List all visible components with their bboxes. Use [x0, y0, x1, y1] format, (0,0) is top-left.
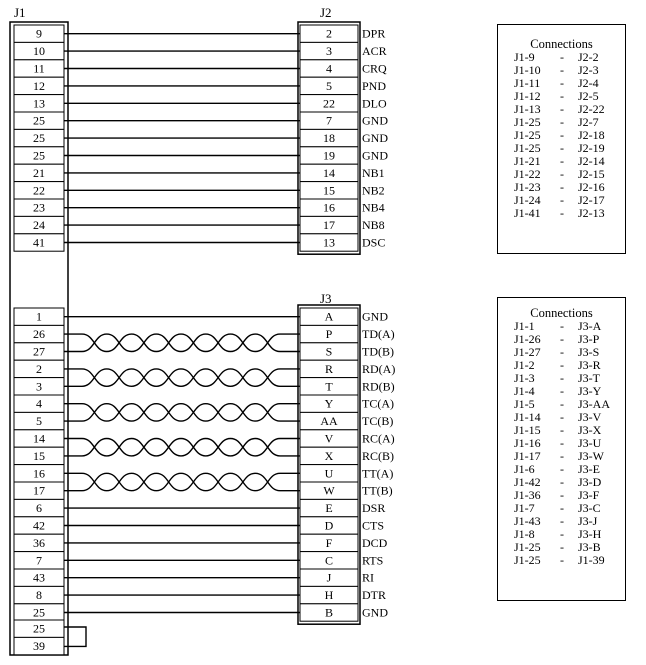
connection-to: J3-AA [578, 397, 610, 411]
signal-label: NB1 [362, 165, 385, 180]
j1-pin-number: 23 [33, 200, 45, 215]
connection-to: J3-D [578, 475, 602, 489]
j3-pin-number: Y [324, 396, 334, 411]
j1-pin-number: 14 [33, 431, 45, 446]
j3-pin-number: A [324, 309, 334, 324]
j1-pin-number: 25 [33, 148, 45, 163]
connection-to: J2-17 [578, 193, 605, 207]
connection-separator: - [560, 50, 564, 64]
j3-pin-number: E [325, 501, 333, 516]
j1-pin-number: 7 [36, 553, 42, 568]
connection-from: J1-5 [514, 397, 535, 411]
j1-pin-number: 3 [36, 379, 42, 394]
j1-pin-number: 2 [36, 361, 42, 376]
connection-from: J1-15 [514, 423, 541, 437]
j2-pin-number: 17 [323, 218, 335, 233]
connection-to: J1-39 [578, 553, 605, 567]
signal-label: TC(A) [362, 396, 394, 411]
j2-pin-number: 3 [326, 44, 332, 59]
connection-separator: - [560, 501, 564, 515]
connection-from: J1-25 [514, 540, 541, 554]
signal-label: ACR [362, 44, 387, 59]
connection-to: J2-3 [578, 63, 599, 77]
j2-pin-number: 13 [323, 235, 335, 250]
connection-from: J1-14 [514, 410, 541, 424]
j3-pin-number: V [324, 431, 334, 446]
connection-separator: - [560, 397, 564, 411]
j2-pin-number: 19 [323, 148, 335, 163]
connection-to: J3-X [578, 423, 602, 437]
top-connections-title: Connections [530, 37, 593, 51]
bottom-connections-list [498, 320, 625, 567]
signal-label: RI [362, 570, 374, 585]
connection-separator: - [560, 514, 564, 528]
signal-label: DCD [362, 535, 388, 550]
connection-from: J1-36 [514, 488, 541, 502]
connection-separator: - [560, 63, 564, 77]
connection-to: J3-Y [578, 384, 602, 398]
connection-separator: - [560, 384, 564, 398]
signal-label: TC(B) [362, 414, 394, 429]
connection-separator: - [560, 436, 564, 450]
connection-from: J1-3 [514, 371, 535, 385]
connection-separator: - [560, 193, 564, 207]
top-connections-box [497, 24, 626, 254]
loopback-pins [14, 620, 86, 655]
j1-loop-pin-number: 25 [33, 621, 45, 636]
connection-separator: - [560, 488, 564, 502]
j3-pin-number: S [325, 344, 333, 359]
j1-pin-number: 11 [33, 61, 45, 76]
j1-pin-number: 22 [33, 183, 45, 198]
connection-from: J1-21 [514, 154, 541, 168]
j1-pin-number: 17 [33, 483, 45, 498]
j1-pin-number: 27 [33, 344, 45, 359]
j2-pin-number: 16 [323, 200, 335, 215]
j2-pin-number: 7 [326, 113, 332, 128]
j1-pin-number: 24 [33, 218, 45, 233]
j2-pin-number: 15 [323, 183, 335, 198]
connection-from: J1-2 [514, 358, 535, 372]
connection-to: J2-4 [578, 76, 599, 90]
connection-from: J1-6 [514, 462, 535, 476]
j1-pin-number: 25 [33, 605, 45, 620]
signal-label: GND [362, 309, 388, 324]
connection-to: J3-A [578, 319, 602, 333]
connection-to: J3-H [578, 527, 602, 541]
connection-to: J2-22 [578, 102, 605, 116]
connection-from: J1-22 [514, 167, 541, 181]
signal-label: TT(A) [362, 466, 394, 481]
connection-from: J1-25 [514, 115, 541, 129]
j1-pin-number: 25 [33, 113, 45, 128]
connection-separator: - [560, 102, 564, 116]
bottom-harness [14, 305, 395, 624]
top-harness [14, 22, 388, 254]
j1-pin-number: 4 [36, 396, 42, 411]
connection-from: J1-8 [514, 527, 535, 541]
connection-separator: - [560, 462, 564, 476]
connection-to: J3-R [578, 358, 601, 372]
connection-from: J1-42 [514, 475, 541, 489]
j3-pin-number: T [325, 379, 333, 394]
signal-label: CTS [362, 518, 385, 533]
connection-separator: - [560, 449, 564, 463]
connection-to: J2-2 [578, 50, 599, 64]
connection-separator: - [560, 332, 564, 346]
signal-label: NB8 [362, 218, 385, 233]
signal-label: DLO [362, 96, 387, 111]
j1-pin-number: 13 [33, 96, 45, 111]
j1-pin-number: 8 [36, 588, 42, 603]
connection-to: J3-U [578, 436, 602, 450]
signal-label: GND [362, 148, 388, 163]
connection-to: J2-14 [578, 154, 605, 168]
signal-label: TT(B) [362, 483, 393, 498]
signal-label: RC(A) [362, 431, 395, 446]
bottom-connections-title: Connections [530, 306, 593, 320]
j2-pin-number: 18 [323, 131, 335, 146]
connection-to: J2-19 [578, 141, 605, 155]
connection-to: J3-B [578, 540, 601, 554]
connection-from: J1-27 [514, 345, 541, 359]
signal-label: TD(A) [362, 327, 395, 342]
connection-to: J2-13 [578, 206, 605, 220]
j1-pin-number: 16 [33, 466, 45, 481]
j1-pin-number: 1 [36, 309, 42, 324]
connection-from: J1-11 [514, 76, 541, 90]
j2-pin-number: 4 [326, 61, 332, 76]
connection-separator: - [560, 154, 564, 168]
connection-to: J3-E [578, 462, 600, 476]
connection-to: J3-V [578, 410, 602, 424]
connection-to: J3-W [578, 449, 604, 463]
connection-separator: - [560, 358, 564, 372]
connection-to: J3-C [578, 501, 601, 515]
signal-label: TD(B) [362, 344, 394, 359]
j3-pin-number: AA [320, 414, 338, 429]
connection-separator: - [560, 89, 564, 103]
signal-label: CRQ [362, 61, 387, 76]
bottom-connections-box [497, 297, 626, 601]
connection-separator: - [560, 76, 564, 90]
j3-pin-number: D [324, 518, 334, 533]
j1-pin-number: 12 [33, 78, 45, 93]
signal-label: PND [362, 78, 387, 93]
j1-pin-number: 21 [33, 165, 45, 180]
j1-pin-number: 41 [33, 235, 45, 250]
connection-from: J1-1 [514, 319, 535, 333]
j1-pin-number: 26 [33, 327, 45, 342]
connection-to: J3-P [578, 332, 600, 346]
j3-pin-number: X [324, 448, 334, 463]
connection-from: J1-12 [514, 89, 541, 103]
connection-separator: - [560, 115, 564, 129]
connection-to: J2-16 [578, 180, 605, 194]
j2-pin-number: 2 [326, 26, 332, 41]
signal-label: GND [362, 131, 388, 146]
connection-from: J1-17 [514, 449, 541, 463]
connection-row [514, 207, 625, 220]
connection-from: J1-25 [514, 553, 541, 567]
connection-from: J1-23 [514, 180, 541, 194]
signal-label: DSR [362, 501, 386, 516]
connection-separator: - [560, 141, 564, 155]
signal-label: NB2 [362, 183, 385, 198]
signal-label: GND [362, 605, 388, 620]
connection-to: J2-5 [578, 89, 599, 103]
top-connections-list [498, 51, 625, 220]
signal-label: RTS [362, 553, 384, 568]
connection-separator: - [560, 206, 564, 220]
connection-separator: - [560, 371, 564, 385]
j1-pin-number: 5 [36, 414, 42, 429]
connection-from: J1-4 [514, 384, 535, 398]
j2-pin-number: 14 [323, 165, 335, 180]
connection-from: J1-43 [514, 514, 541, 528]
j2-label: J2 [320, 5, 332, 20]
signal-label: GND [362, 113, 388, 128]
j1-pin-number: 10 [33, 44, 45, 59]
j1-label: J1 [14, 5, 26, 20]
connection-row [514, 554, 625, 567]
connection-to: J3-S [578, 345, 600, 359]
j3-pin-number: U [324, 466, 334, 481]
j2-pin-number: 5 [326, 78, 332, 93]
connection-separator: - [560, 553, 564, 567]
j3-pin-number: W [323, 483, 335, 498]
j1-pin-number: 36 [33, 535, 45, 550]
connection-separator: - [560, 410, 564, 424]
j1-pin-number: 9 [36, 26, 42, 41]
j3-pin-number: B [324, 605, 334, 620]
connection-from: J1-16 [514, 436, 541, 450]
j3-label: J3 [320, 291, 332, 306]
j1-pin-number: 43 [33, 570, 45, 585]
j3-pin-number: J [326, 570, 332, 585]
j1-pin-number: 42 [33, 518, 45, 533]
j3-pin-number: P [325, 327, 333, 342]
connection-separator: - [560, 475, 564, 489]
connection-from: J1-9 [514, 50, 535, 64]
connection-from: J1-7 [514, 501, 535, 515]
connection-from: J1-25 [514, 141, 541, 155]
j1-loop-pin-number: 39 [33, 639, 45, 654]
signal-label: RC(B) [362, 448, 395, 463]
connection-separator: - [560, 345, 564, 359]
connection-separator: - [560, 128, 564, 142]
connection-separator: - [560, 167, 564, 181]
signal-label: DPR [362, 26, 386, 41]
connection-separator: - [560, 180, 564, 194]
signal-label: RD(B) [362, 379, 395, 394]
j3-pin-number: C [324, 553, 334, 568]
connection-to: J2-7 [578, 115, 599, 129]
connection-separator: - [560, 319, 564, 333]
signal-label: NB4 [362, 200, 385, 215]
connection-from: J1-13 [514, 102, 541, 116]
j2-pin-number: 22 [323, 96, 335, 111]
connection-from: J1-25 [514, 128, 541, 142]
connection-from: J1-10 [514, 63, 541, 77]
signal-label: DSC [362, 235, 386, 250]
connection-separator: - [560, 527, 564, 541]
j3-pin-number: H [324, 588, 334, 603]
connection-to: J2-18 [578, 128, 605, 142]
connection-to: J3-J [578, 514, 598, 528]
connection-to: J3-F [578, 488, 600, 502]
connection-from: J1-24 [514, 193, 541, 207]
connection-to: J2-15 [578, 167, 605, 181]
j3-pin-number: R [324, 361, 334, 376]
connection-to: J3-T [578, 371, 600, 385]
connection-from: J1-26 [514, 332, 541, 346]
connection-from: J1-41 [514, 206, 541, 220]
signal-label: DTR [362, 588, 386, 603]
j1-pin-number: 15 [33, 448, 45, 463]
j1-pin-number: 25 [33, 131, 45, 146]
connection-separator: - [560, 540, 564, 554]
j1-pin-number: 6 [36, 501, 42, 516]
signal-label: RD(A) [362, 361, 396, 376]
connection-separator: - [560, 423, 564, 437]
j3-pin-number: F [325, 535, 333, 550]
